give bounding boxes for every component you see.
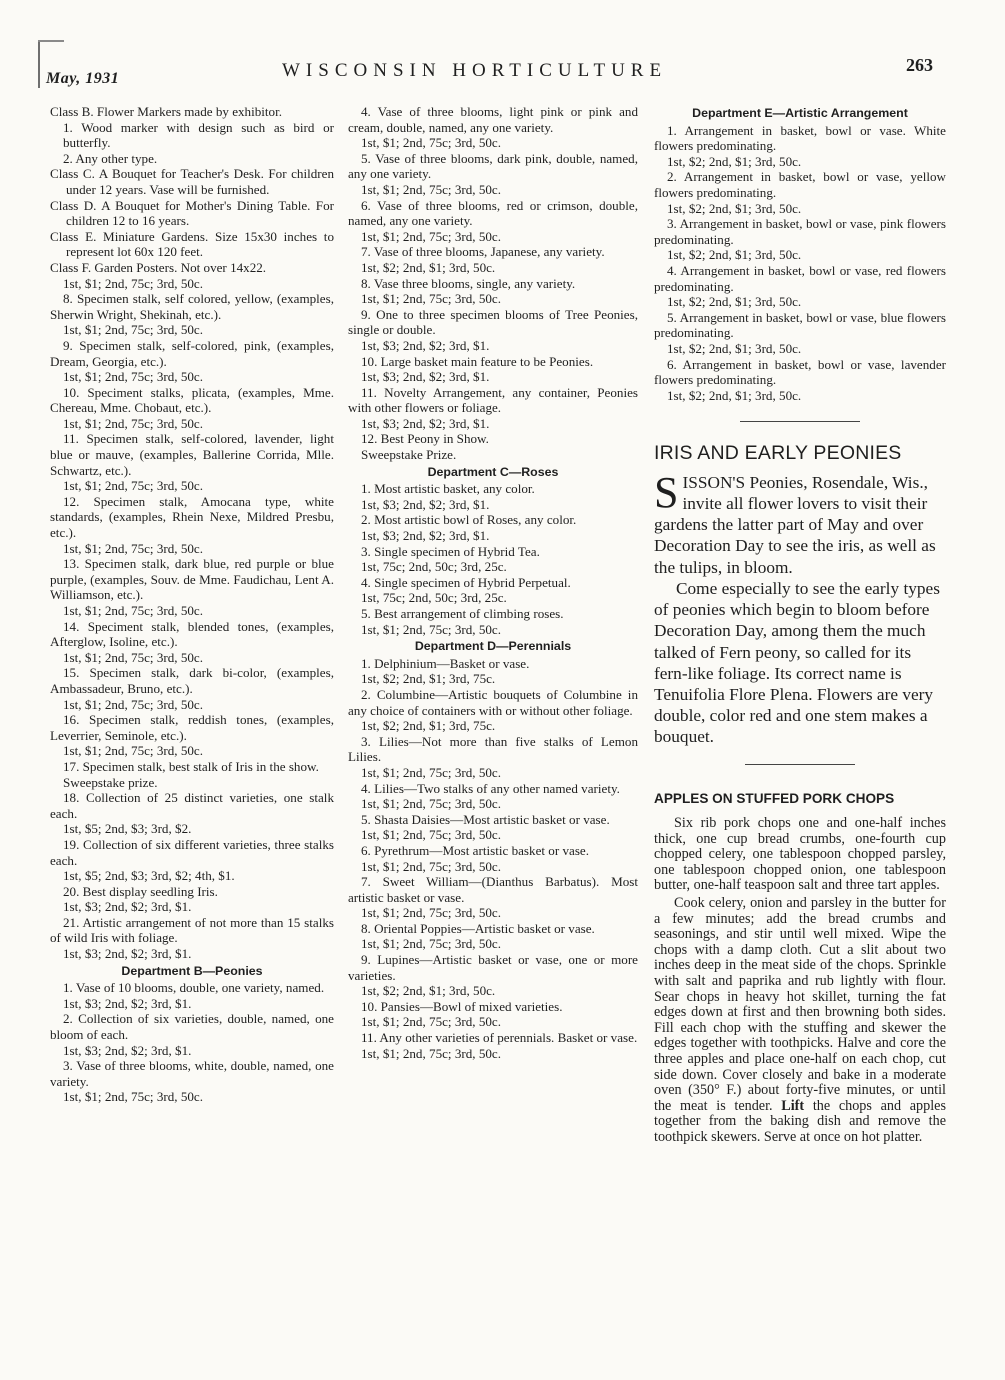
department-heading: Department B—Peonies (121, 963, 263, 978)
class-item: Class F. Garden Posters. Not over 14x22. (50, 259, 267, 275)
entry-item: 2. Most artistic bowl of Roses, any color. (361, 512, 577, 528)
entry-item: 3. Vase of three blooms, white, double, named, one variety. (50, 1058, 334, 1089)
prize-line: 1st, $2; 2nd, $1; 3rd, 50c. (361, 259, 496, 275)
page-header (0, 0, 1005, 100)
prize-line: 1st, $1; 2nd, 75c; 3rd, 50c. (63, 478, 204, 494)
class-item: Class E. Miniature Gardens. Size 15x30 inches to represent lot 60x 120 feet. (50, 228, 334, 260)
entry-item: 3. Arrangement in basket, bowl or vase, pink flowers predominating. (654, 216, 946, 247)
entry-item: 1. Vase of 10 blooms, double, one variety, named. (63, 980, 325, 996)
entry-item: 3. Lilies—Not more than five stalks of Lemon Lilies. (348, 733, 638, 765)
column-left (50, 104, 334, 1105)
entry-item: 11. Any other varieties of perennials. Basket or vase. (361, 1030, 638, 1046)
prize-line: 1st, $1; 2nd, 75c; 3rd, 50c. (361, 1014, 502, 1030)
prize-line: 1st, $3; 2nd, $2; 3rd, $1. (63, 995, 192, 1011)
recipe-directions-text: Cook celery, onion and parsley in the butter for a few minutes; add the bread crumbs and seasonings, and stir until well mixed. Wipe the chops with a damp cloth. Cut a slit about two inches deep in the meat side of the chops. Sprinkle with salt and paprika and rub lightly with flour. Sear chops in heavy hot skillet, turning the fat edges down at first and then browning both sides. Fill each chop with the stuffing and skewer the edges together with toothpicks. Halve and core the three apples and place one-half on each chop, cut side down. Cover closely and bake in a moderate oven (350° F.) about forty-five minutes, or until the meat is tender. (654, 895, 946, 1114)
prize-line: 1st, $2; 2nd, $1; 3rd, 75c. (361, 718, 496, 734)
entry-item: 2. Columbine—Artistic bouquets of Columbine in any choice of containers with or without other foliage. (348, 686, 638, 718)
prize-line: 1st, $1; 2nd, 75c; 3rd, 50c. (361, 764, 502, 780)
prize-line: 1st, $2; 2nd, $1; 3rd, 50c. (361, 983, 496, 999)
prize-line: 1st, $2; 2nd, $1; 3rd, 50c. (667, 387, 802, 403)
column-middle (348, 104, 638, 1061)
entry-item: 6. Arrangement in basket, bowl or vase, lavender flowers predominating. (654, 356, 946, 388)
prize-line: 1st, $2; 2nd, $1; 3rd, 50c. (667, 200, 802, 216)
entry-item: 9. One to three specimen blooms of Tree Peonies, single or double. (348, 306, 638, 338)
recipe-directions-tail: the chops and apples together from the baking dish and remove the toothpick skewers. Serve at once on hot platter. (654, 1097, 946, 1145)
sub-item: 1. Wood marker with design such as bird or butterfly. (63, 119, 334, 151)
section-divider (740, 421, 860, 422)
entry-item: 11. Novelty Arrangement, any container, Peonies with other flowers or foliage. (348, 384, 638, 416)
recipe-bold-word: Lift (781, 1097, 805, 1114)
article-paragraph-1 (654, 467, 946, 578)
prize-line: 1st, $1; 2nd, 75c; 3rd, 50c. (63, 743, 204, 759)
prize-line: 1st, $1; 2nd, 75c; 3rd, 50c. (63, 1089, 204, 1105)
prize-line: 1st, $1; 2nd, 75c; 3rd, 50c. (361, 827, 502, 843)
section-divider (745, 764, 855, 765)
entry-item: 4. Arrangement in basket, bowl or vase, red flowers predominating. (654, 262, 946, 294)
prize-line: 1st, $2; 2nd, $1; 3rd, 75c. (361, 671, 496, 687)
prize-line: Sweepstake prize. (63, 774, 158, 790)
prize-line: 1st, $1; 2nd, 75c; 3rd, 50c. (361, 135, 502, 151)
department-heading: Department C—Roses (427, 464, 559, 479)
prize-line: 1st, $1; 2nd, 75c; 3rd, 50c. (63, 603, 204, 618)
prize-line: 1st, 75c; 2nd, 50c; 3rd, 25c. (361, 559, 507, 575)
entry-item: 5. Arrangement in basket, bowl or vase, blue flowers predominating. (654, 309, 946, 341)
entry-item: 5. Best arrangement of climbing roses. (361, 606, 564, 621)
article-paragraph-1-text: ISSON'S Peonies, Rosendale, Wis., invite all flower lovers to visit their gardens the latter part of May and over Decoration Day to see the iris, as well as the tulips, in bloom. (654, 472, 936, 577)
prize-line: 1st, $1; 2nd, 75c; 3rd, 50c. (361, 796, 502, 812)
prize-line: 1st, $1; 2nd, 75c; 3rd, 50c. (361, 621, 502, 637)
prize-line: 1st, $1; 2nd, 75c; 3rd, 50c. (63, 415, 204, 431)
class-item: Class D. A Bouquet for Mother's Dining Table. For children 12 to 16 years. (50, 197, 334, 229)
prize-line: 1st, $3; 2nd, $2; 3rd, $1. (361, 337, 490, 353)
column-right (654, 104, 946, 1146)
class-item: Class B. Flower Markers made by exhibitor. (50, 104, 283, 119)
prize-line: 1st, $2; 2nd, $1; 3rd, 50c. (667, 294, 802, 310)
entry-item: 21. Artistic arrangement of not more than 15 stalks of wild Iris with foliage. (50, 914, 334, 946)
entry-item: 12. Specimen stalk, Amocana type, white standards, (examples, Rhein Nexe, Mildred Presbu, etc.). (50, 493, 334, 541)
entry-item: 11. Specimen stalk, self-colored, lavender, light blue or mauve, (examples, Ballerine Corrida, Mlle. Schwartz, etc.). (50, 431, 334, 478)
prize-line: 1st, $1; 2nd, 75c; 3rd, 50c. (361, 181, 502, 197)
entry-item: 5. Vase of three blooms, dark pink, double, named, any one variety. (348, 150, 638, 182)
prize-line: 1st, $1; 2nd, 75c; 3rd, 50c. (63, 322, 204, 338)
entry-item: 14. Speciment stalk, blended tones, (examples, Afterglow, Isoline, etc.). (50, 618, 334, 650)
prize-line: 1st, $1; 2nd, 75c; 3rd, 50c. (361, 228, 502, 244)
entry-item: 18. Collection of 25 distinct varieties, one stalk each. (50, 790, 334, 821)
prize-line: 1st, $2; 2nd, $1; 3rd, 50c. (667, 340, 802, 356)
prize-line: 1st, $1; 2nd, 75c; 3rd, 50c. (361, 905, 502, 921)
recipe-article (654, 791, 946, 1146)
prize-line: 1st, $1; 2nd, 75c; 3rd, 50c. (361, 291, 502, 307)
prize-line: 1st, $5; 2nd, $3; 3rd, $2; 4th, $1. (63, 868, 235, 884)
entry-item: 1. Delphinium—Basket or vase. (361, 655, 530, 671)
entry-item: 10. Pansies—Bowl of mixed varieties. (361, 998, 563, 1014)
prize-line: 1st, $3; 2nd, $2; 3rd, $1. (361, 415, 490, 431)
publication-title: WISCONSIN HORTICULTURE (282, 60, 668, 81)
article-paragraph-2: Come especially to see the early types of peonies which begin to bloom before Decoration Day, among them the much talked of Fern peony, so called for its fern-like foliage. Its correct name is Tenuifolia Flore Plena. Flowers are very double, color red and one stem makes a bouquet. (654, 578, 940, 747)
entry-item: 6. Vase of three blooms, red or crimson, double, named, any one variety. (348, 197, 638, 229)
entry-item: 8. Oriental Poppies—Artistic basket or vase. (361, 920, 595, 936)
prize-line: 1st, $1; 2nd, 75c; 3rd, 50c. (361, 936, 502, 952)
entry-item: 12. Best Peony in Show. (361, 431, 489, 447)
entry-item: 7. Vase of three blooms, Japanese, any variety. (361, 244, 605, 260)
recipe-ingredients: Six rib pork chops one and one-half inches thick, one cup bread crumbs, one-fourth cup chopped celery, one tablespoon chopped parsley, one tablespoon chopped onion, one tablespoon butter, one-half teaspoon salt and three tart apples. (654, 815, 946, 894)
entry-item: 15. Specimen stalk, dark bi-color, (examples, Ambassadeur, Bruno, etc.). (50, 665, 334, 696)
prize-line: 1st, 75c; 2nd, 50c; 3rd, 25c. (361, 590, 507, 606)
prize-line: 1st, $1; 2nd, 75c; 3rd, 50c. (63, 540, 204, 556)
prize-line: 1st, $2; 2nd, $1; 3rd, 50c. (667, 247, 802, 263)
iris-article (654, 442, 946, 747)
recipe-directions (654, 896, 946, 1146)
prize-line: 1st, $3; 2nd, $2; 3rd, $1. (63, 1042, 192, 1058)
department-heading: Department E—Artistic Arrangement (692, 106, 908, 120)
entry-item: 3. Single specimen of Hybrid Tea. (361, 543, 540, 559)
prize-line: 1st, $3; 2nd, $2; 3rd, $1. (361, 369, 490, 385)
entry-item: 5. Shasta Daisies—Most artistic basket or vase. (361, 811, 610, 827)
entry-item: 10. Large basket main feature to be Peonies. (361, 353, 594, 369)
prize-line: 1st, $3; 2nd, $2; 3rd, $1. (361, 496, 490, 512)
page-number: 263 (906, 55, 933, 75)
entry-item: 16. Specimen stalk, reddish tones, (examples, Leverrier, Seminole, etc.). (50, 712, 334, 743)
entry-item: 10. Speciment stalks, plicata, (examples, Mme. Chereau, Mme. Chobaut, etc.). (50, 384, 334, 416)
prize-line: 1st, $3; 2nd, $2; 3rd, $1. (63, 946, 192, 962)
entry-item: 9. Specimen stalk, self-colored, pink, (examples, Dream, Georgia, etc.). (50, 337, 334, 369)
entry-item: 7. Sweet William—(Dianthus Barbatus). Most artistic basket or vase. (348, 874, 638, 905)
article-headline: IRIS AND EARLY PEONIES (654, 442, 902, 465)
prize-line: 1st, $5; 2nd, $3; 3rd, $2. (63, 821, 192, 837)
drop-cap: S (654, 467, 679, 517)
department-heading: Department D—Perennials (414, 639, 572, 654)
entry-item: 4. Lilies—Two stalks of any other named variety. (361, 780, 620, 796)
issue-date: May, 1931 (46, 70, 120, 87)
prize-line: 1st, $1; 2nd, 75c; 3rd, 50c. (361, 1045, 502, 1061)
entry-item: 1. Arrangement in basket, bowl or vase. White flowers predominating. (654, 122, 946, 154)
entry-item: 17. Specimen stalk, best stalk of Iris in the show. (63, 758, 319, 774)
prize-line: 1st, $1; 2nd, 75c; 3rd, 50c. (63, 696, 204, 712)
prize-line: 1st, $3; 2nd, $2; 3rd, $1. (63, 899, 192, 915)
entry-item: 2. Collection of six varieties, double, named, one bloom of each. (50, 1011, 334, 1043)
prize-line: Sweepstake Prize. (361, 447, 457, 463)
department-e-list (654, 106, 946, 403)
recipe-headline: APPLES ON STUFFED PORK CHOPS (654, 790, 895, 806)
entry-item: 9. Lupines—Artistic basket or vase, one or more varieties. (348, 952, 638, 983)
class-item: Class C. A Bouquet for Teacher's Desk. For children under 12 years. Vase will be furnished. (50, 166, 334, 197)
prize-line: 1st, $1; 2nd, 75c; 3rd, 50c. (63, 369, 204, 385)
entry-item: 6. Pyrethrum—Most artistic basket or vase. (361, 842, 590, 858)
entry-item: 8. Vase three blooms, single, any variety. (361, 275, 576, 291)
entry-item: 4. Vase of three blooms, light pink or pink and cream, double, named, any one variety. (348, 104, 638, 135)
entry-item: 4. Single specimen of Hybrid Perpetual. (361, 574, 571, 590)
entry-item: 19. Collection of six different varieties, three stalks each. (50, 836, 334, 868)
prize-line: 1st, $3; 2nd, $2; 3rd, $1. (361, 528, 490, 544)
entry-item: 2. Arrangement in basket, bowl or vase, yellow flowers predominating. (654, 169, 946, 200)
entry-item: 1. Most artistic basket, any color. (361, 481, 535, 497)
sub-item: 2. Any other type. (63, 150, 158, 166)
prize-line: 1st, $1; 2nd, 75c; 3rd, 50c. (361, 858, 502, 874)
entry-item: 8. Specimen stalk, self colored, yellow, (examples, Sherwin Wright, Shekinah, etc.). (50, 291, 334, 322)
prize-line: 1st, $2; 2nd, $1; 3rd, 50c. (667, 153, 802, 169)
entry-item: 13. Specimen stalk, dark blue, red purple or blue purple, (examples, Souv. de Mme. Faudichau, Lent A. Williamson, etc.). (50, 556, 334, 603)
prize-line: 1st, $1; 2nd, 75c; 3rd, 50c. (63, 275, 204, 291)
entry-item: 20. Best display seedling Iris. (63, 883, 218, 899)
prize-line: 1st, $1; 2nd, 75c; 3rd, 50c. (63, 649, 204, 665)
